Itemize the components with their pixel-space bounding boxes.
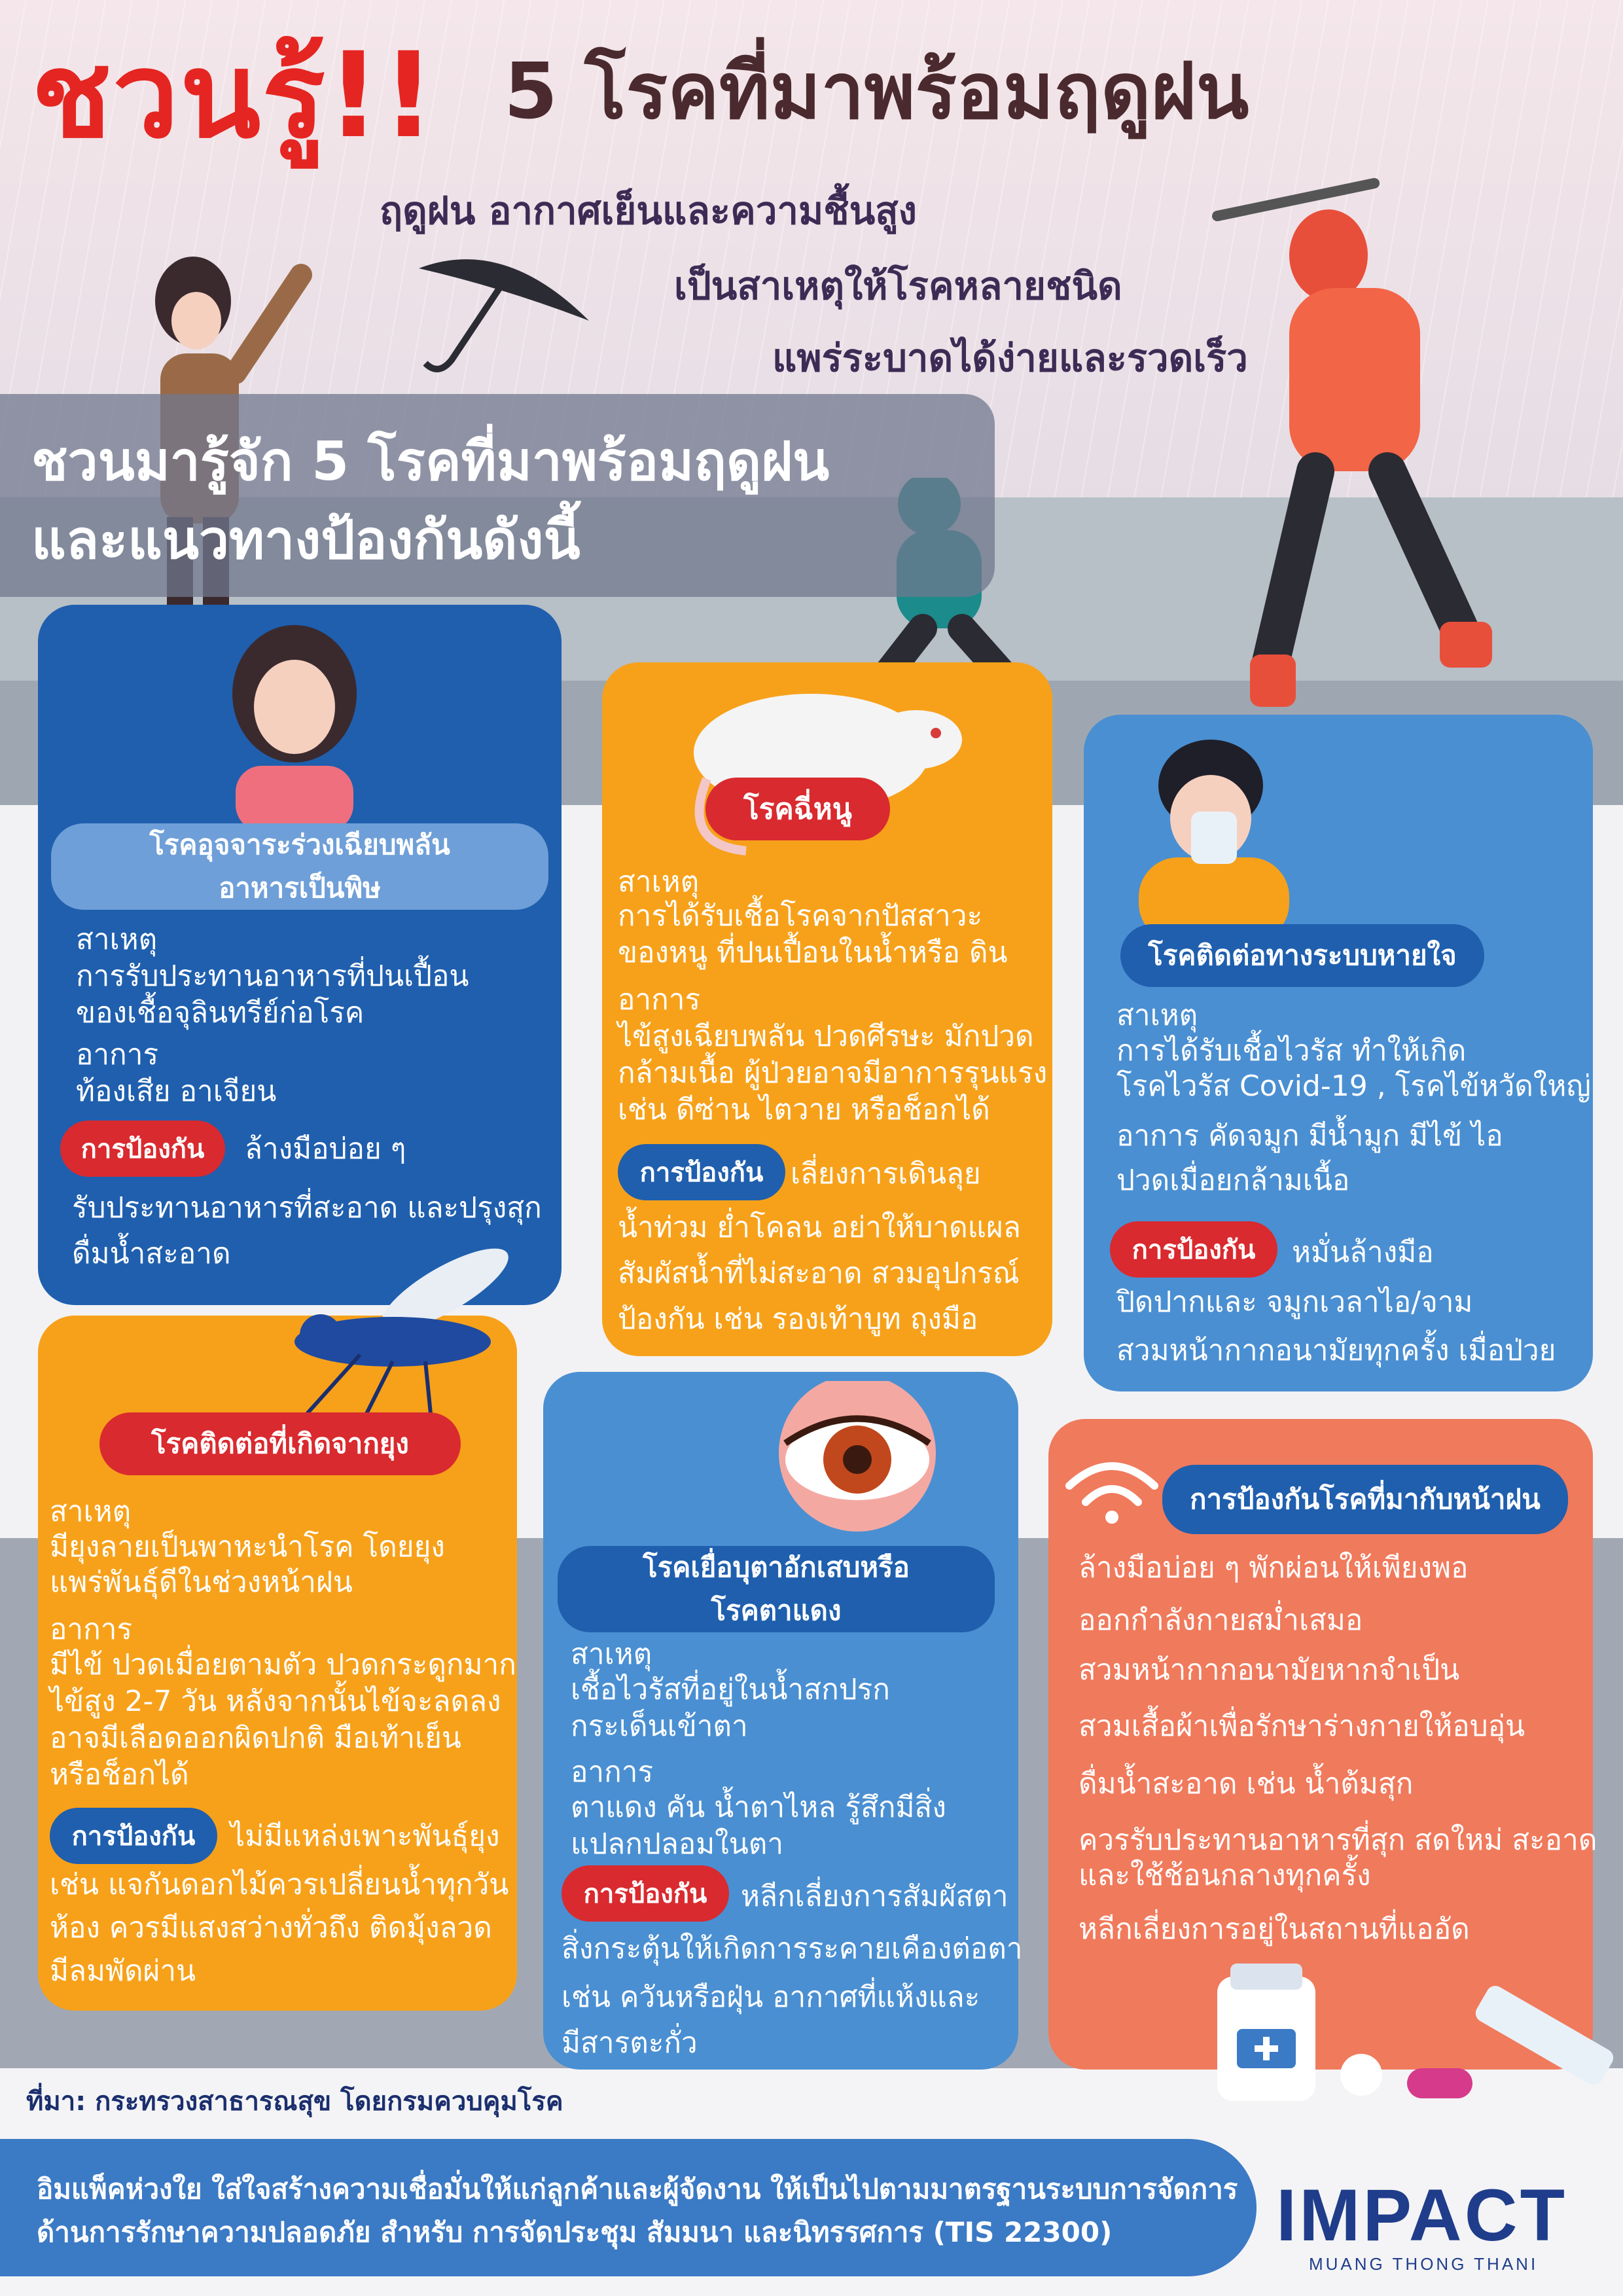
diarrhea-prevent-line-3: ดื่มน้ำสะอาด xyxy=(72,1237,231,1270)
headline-main: 5 โรคที่มาพร้อมฤดูฝน xyxy=(504,46,1249,136)
respiratory-prevent-line-3: สวมหน้ากากอนามัยทุกครั้ง เมื่อป่วย xyxy=(1116,1334,1556,1367)
footer-line-2: ด้านการรักษาความปลอดภัย สำหรับ การจัดประชุม สัมมนา และนิทรรศการ (TIS 22300) xyxy=(37,2216,1113,2248)
card-mosquito-title: โรคติดต่อที่เกิดจากยุง xyxy=(99,1412,461,1475)
card-diarrhea-title-line-2: อาหารเป็นพิษ xyxy=(219,872,381,904)
mosquito-symptom-line-1: มีไข้ ปวดเมื่อยตามตัว ปวดกระดูกมาก xyxy=(50,1648,516,1681)
mosquito-prevent-line-4: มีลมพัดผ่าน xyxy=(50,1954,196,1988)
respiratory-prevent-label: การป้องกัน xyxy=(1110,1221,1277,1278)
impact-logo-subtitle: MUANG THONG THANI xyxy=(1309,2254,1539,2274)
rainy-prevent-item-4: สวมเสื้อผ้าเพื่อรักษาร่างกายให้อบอุ่น xyxy=(1079,1710,1525,1743)
lepto-symptom-heading: อาการ xyxy=(618,983,701,1016)
lepto-cause-heading: สาเหตุ xyxy=(618,865,700,899)
diarrhea-cause-heading: สาเหตุ xyxy=(76,923,158,956)
sick-woman-icon xyxy=(196,615,393,831)
mosquito-cause-line-1: มียุงลายเป็นพาหะนำโรค โดยยุง xyxy=(50,1530,445,1564)
diarrhea-symptom-line: ท้องเสีย อาเจียน xyxy=(76,1075,277,1108)
source-credit: ที่มา: กระทรวงสาธารณสุข โดยกรมควบคุมโรค xyxy=(26,2087,563,2117)
subtitle-line-2: เป็นสาเหตุให้โรคหลายชนิด xyxy=(674,264,1122,308)
mosquito-prevent-line-3: ห้อง ควรมีแสงสว่างทั่วถึง ติดมุ้งลวด xyxy=(50,1911,492,1945)
mosquito-prevent-label: การป้องกัน xyxy=(50,1808,217,1864)
conjunctivitis-cause-line-1: เชื้อไวรัสที่อยู่ในน้ำสกปรก xyxy=(571,1673,890,1706)
banner-line-1: ชวนมารู้จัก 5 โรคที่มาพร้อมฤดูฝน xyxy=(31,431,830,493)
subtitle-line-1: ฤดูฝน อากาศเย็นและความชื้นสูง xyxy=(380,188,917,233)
medicine-icon xyxy=(1211,1964,1623,2114)
lepto-symptom-line-1: ไข้สูงเฉียบพลัน ปวดศีรษะ มักปวด xyxy=(618,1020,1034,1053)
mosquito-cause-line-2: แพร่พันธุ์ดีในช่วงหน้าฝน xyxy=(50,1566,353,1599)
conjunctivitis-symptom-line-2: แปลกปลอมในตา xyxy=(571,1827,784,1861)
lepto-cause-line-1: การได้รับเชื้อโรคจากปัสสาวะ xyxy=(618,899,983,933)
mosquito-prevent-line-1: ไม่มีแหล่งเพาะพันธุ์ยุง xyxy=(230,1820,500,1853)
conjunctivitis-prevent-line-3: เช่น ควันหรือฝุ่น อากาศที่แห้งและ xyxy=(562,1981,980,2014)
card-lepto-title: โรคฉี่หนู xyxy=(705,778,890,840)
diarrhea-cause-line-1: การรับประทานอาหารที่ปนเปื้อน xyxy=(76,960,469,993)
mosquito-icon xyxy=(262,1244,524,1427)
impact-logo: IMPACT xyxy=(1276,2174,1567,2256)
card-conjunctivitis-title-line-1: โรคเยื่อบุตาอักเสบหรือ xyxy=(643,1551,910,1583)
footer-line-1: อิมแพ็คห่วงใย ใส่ใจสร้างความเชื่อมั่นให้แก่ลูกค้าและผู้จัดงาน ให้เป็นไปตามมาตรฐานระบบการจัดการ xyxy=(37,2173,1238,2205)
rainy-prevent-item-6: ควรรับประทานอาหารที่สุก สดใหม่ สะอาด xyxy=(1079,1823,1597,1857)
card-diarrhea-title-line-1: โรคอุจจาระร่วงเฉียบพลัน xyxy=(149,829,450,861)
lepto-prevent-line-4: ป้องกัน เช่น รองเท้าบูท ถุงมือ xyxy=(618,1302,978,1336)
card-diarrhea-title xyxy=(51,823,548,910)
respiratory-prevent-line-1: หมั่นล้างมือ xyxy=(1292,1236,1434,1269)
mosquito-symptom-line-2: ไข้สูง 2-7 วัน หลังจากนั้นไข้จะลดลง xyxy=(50,1685,501,1718)
lepto-prevent-line-2: น้ำท่วม ย่ำโคลน อย่าให้บาดแผล xyxy=(618,1211,1021,1244)
conjunctivitis-symptom-heading: อาการ xyxy=(571,1755,654,1789)
card-rainy-prevention-title: การป้องกันโรคที่มากับหน้าฝน xyxy=(1162,1465,1568,1534)
lepto-cause-line-2: ของหนู ที่ปนเปื้อนในน้ำหรือ ดิน xyxy=(618,936,1008,969)
diarrhea-cause-line-2: ของเชื้อจุลินทรีย์ก่อโรค xyxy=(76,996,365,1030)
rainy-prevent-item-2: ออกกำลังกายสม่ำเสมอ xyxy=(1079,1604,1363,1637)
wifi-icon xyxy=(1063,1453,1161,1525)
sneezing-person-icon xyxy=(1113,726,1322,942)
card-respiratory-title: โรคติดต่อทางระบบหายใจ xyxy=(1120,924,1484,987)
diarrhea-prevent-line-1: ล้างมือบ่อย ๆ xyxy=(245,1132,406,1166)
rainy-prevent-item-8: หลีกเลี่ยงการอยู่ในสถานที่แออัด xyxy=(1079,1912,1470,1946)
red-eye-icon xyxy=(746,1381,969,1551)
lepto-symptom-line-2: กล้ามเนื้อ ผู้ป่วยอาจมีอาการรุนแรง xyxy=(618,1056,1048,1090)
diarrhea-prevent-line-2: รับประทานอาหารที่สะอาด และปรุงสุก xyxy=(72,1191,542,1225)
lepto-symptom-line-3: เช่น ดีซ่าน ไตวาย หรือช็อกได้ xyxy=(618,1093,990,1126)
conjunctivitis-prevent-line-4: มีสารตะกั่ว xyxy=(562,2026,698,2060)
respiratory-cause-line-2: โรคไวรัส Covid-19 , โรคไข้หวัดใหญ่ xyxy=(1116,1069,1591,1103)
conjunctivitis-prevent-line-1: หลีกเลี่ยงการสัมผัสตา xyxy=(741,1880,1008,1913)
card-conjunctivitis-title xyxy=(558,1546,995,1632)
respiratory-cause-heading: สาเหตุ xyxy=(1116,999,1198,1032)
mosquito-prevent-line-2: เช่น แจกันดอกไม้ควรเปลี่ยนน้ำทุกวัน xyxy=(50,1868,509,1901)
conjunctivitis-prevent-line-2: สิ่งกระตุ้นให้เกิดการระคายเคืองต่อตา xyxy=(562,1932,1023,1965)
conjunctivitis-symptom-line-1: ตาแดง คัน น้ำตาไหล รู้สึกมีสิ่ง xyxy=(571,1791,946,1824)
diarrhea-prevent-label: การป้องกัน xyxy=(60,1121,225,1177)
banner-line-2: และแนวทางป้องกันดังนี้ xyxy=(31,509,580,571)
subtitle-line-3: แพร่ระบาดได้ง่ายและรวดเร็ว xyxy=(772,336,1248,380)
lepto-prevent-line-3: สัมผัสน้ำที่ไม่สะอาด สวมอุปกรณ์ xyxy=(618,1257,1020,1290)
rainy-prevent-item-1: ล้างมือบ่อย ๆ พักผ่อนให้เพียงพอ xyxy=(1079,1551,1469,1585)
respiratory-cause-line-1: การได้รับเชื้อไวรัส ทำให้เกิด xyxy=(1116,1034,1467,1067)
conjunctivitis-prevent-label: การป้องกัน xyxy=(562,1865,729,1922)
conjunctivitis-cause-heading: สาเหตุ xyxy=(571,1638,652,1671)
lepto-prevent-line-1: เลี่ยงการเดินลุย xyxy=(791,1157,981,1191)
respiratory-prevent-line-2: ปิดปากและ จมูกเวลาไอ/จาม xyxy=(1116,1285,1473,1319)
respiratory-symptom-line-2: ปวดเมื่อยกล้ามเนื้อ xyxy=(1116,1164,1350,1197)
mosquito-cause-heading: สาเหตุ xyxy=(50,1495,132,1528)
mosquito-symptom-line-4: หรือช็อกได้ xyxy=(50,1758,189,1791)
rainy-prevent-item-7: และใช้ช้อนกลางทุกครั้ง xyxy=(1079,1859,1371,1892)
mosquito-symptom-heading: อาการ xyxy=(50,1613,133,1646)
respiratory-symptom-line-1: อาการ คัดจมูก มีน้ำมูก มีไข้ ไอ xyxy=(1116,1119,1503,1153)
diarrhea-symptom-heading: อาการ xyxy=(76,1038,159,1071)
rainy-prevent-item-3: สวมหน้ากากอนามัยหากจำเป็น xyxy=(1079,1653,1460,1687)
woman-raincoat-illustration xyxy=(1204,170,1571,720)
lepto-prevent-label: การป้องกัน xyxy=(618,1144,785,1200)
mosquito-symptom-line-3: อาจมีเลือดออกผิดปกติ มือเท้าเย็น xyxy=(50,1721,461,1755)
conjunctivitis-cause-line-2: กระเด็นเข้าตา xyxy=(571,1710,748,1743)
headline-red: ชวนรู้!! xyxy=(31,27,437,164)
card-conjunctivitis-title-line-2: โรคตาแดง xyxy=(711,1594,842,1626)
umbrella-illustration xyxy=(393,242,609,386)
rainy-prevent-item-5: ดื่มน้ำสะอาด เช่น น้ำต้มสุก xyxy=(1079,1767,1414,1801)
